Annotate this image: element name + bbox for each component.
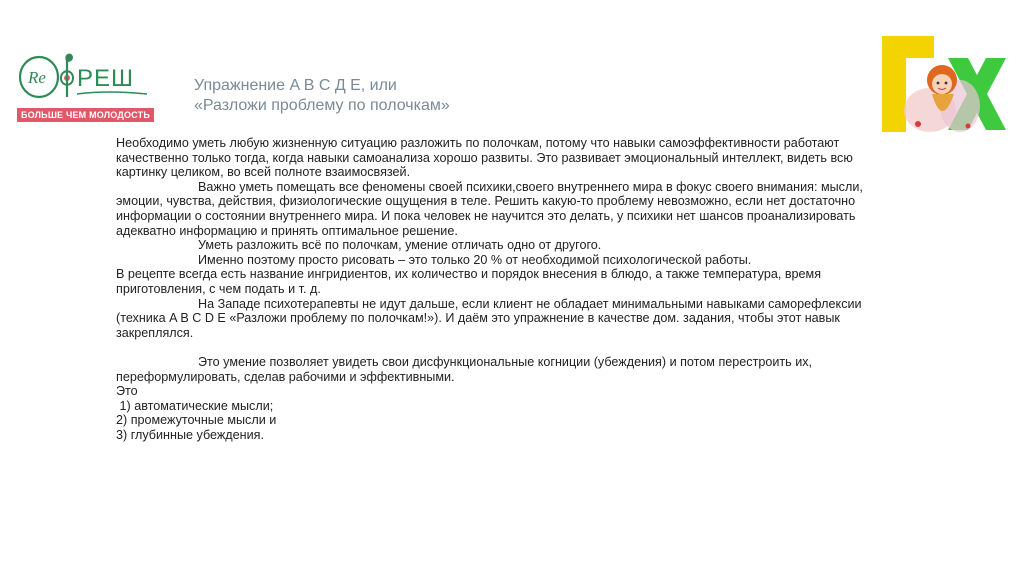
slide-body-text	[116, 136, 886, 442]
blank-line	[116, 340, 886, 355]
paragraph-2: Важно уметь помещать все феномены своей психики,своего внутреннего мира в фокус своего внимания: мысли, эмоции, чувства, действия, физиологические ощущения в теле. Решить какую-то проблему невозможно, если нет достаточно информации о состоянии внутреннего мира. И пока человек не научится это делать, у психики нет шансов проанализировать адекватно информацию и принять оптимальное решение.	[116, 179, 863, 238]
list-item-1: 1) автоматические мысли;	[116, 398, 274, 413]
list-item-2: 2) промежуточные мысли и	[116, 413, 277, 428]
brand-tagline: БОЛЬШЕ ЧЕМ МОЛОДОСТЬ	[17, 108, 154, 122]
slide-title-line2: «Разложи проблему по полочкам»	[194, 97, 450, 114]
list-intro: Это	[116, 384, 138, 399]
paragraph-3: Уметь разложить всё по полочкам, умение отличать одно от другого.	[198, 238, 602, 253]
slide-title-line1: Упражнение A B C Д E, или	[194, 77, 397, 94]
slide-title	[194, 76, 450, 116]
paragraph-7: Это умение позволяет увидеть свои дисфункциональные когниции (убеждения) и потом перестроить их, переформулировать, сделав рабочими и эффективными.	[116, 354, 813, 384]
logo-re-text: Re	[28, 68, 46, 87]
paragraph-4: Именно поэтому просто рисовать – это только 20 % от необходимой психологической работы.	[198, 252, 752, 267]
corner-gh-logo	[878, 28, 1008, 138]
paragraph-5: В рецепте всегда есть название ингридиентов, их количество и порядок внесения в блюдо, а также температура, время приготовления, с чем подать и т. д.	[116, 267, 822, 296]
paragraph-6: На Западе психотерапевты не идут дальше, если клиент не обладает минимальными навыками саморефлексии (техника A B C D E «Разложи проблему по полочкам!»). И даём это упражнение в качестве дом. задания, чтобы этот навык закреплялся.	[116, 296, 862, 340]
refresh-logo-icon	[17, 50, 157, 102]
paragraph-1: Необходимо уметь любую жизненную ситуацию разложить по полочкам, потому что навыки самоэффективности работают качественно только тогда, когда навыки самоанализа хорошо развиты. Это развивает эмоциональный интеллект, видеть всю картинку целиком, во всей полноте взаимосвязей.	[116, 136, 853, 180]
brand-logo	[17, 50, 157, 124]
svg-text:РЕШ: РЕШ	[77, 65, 135, 92]
list-item-3: 3) глубинные убеждения.	[116, 427, 264, 442]
